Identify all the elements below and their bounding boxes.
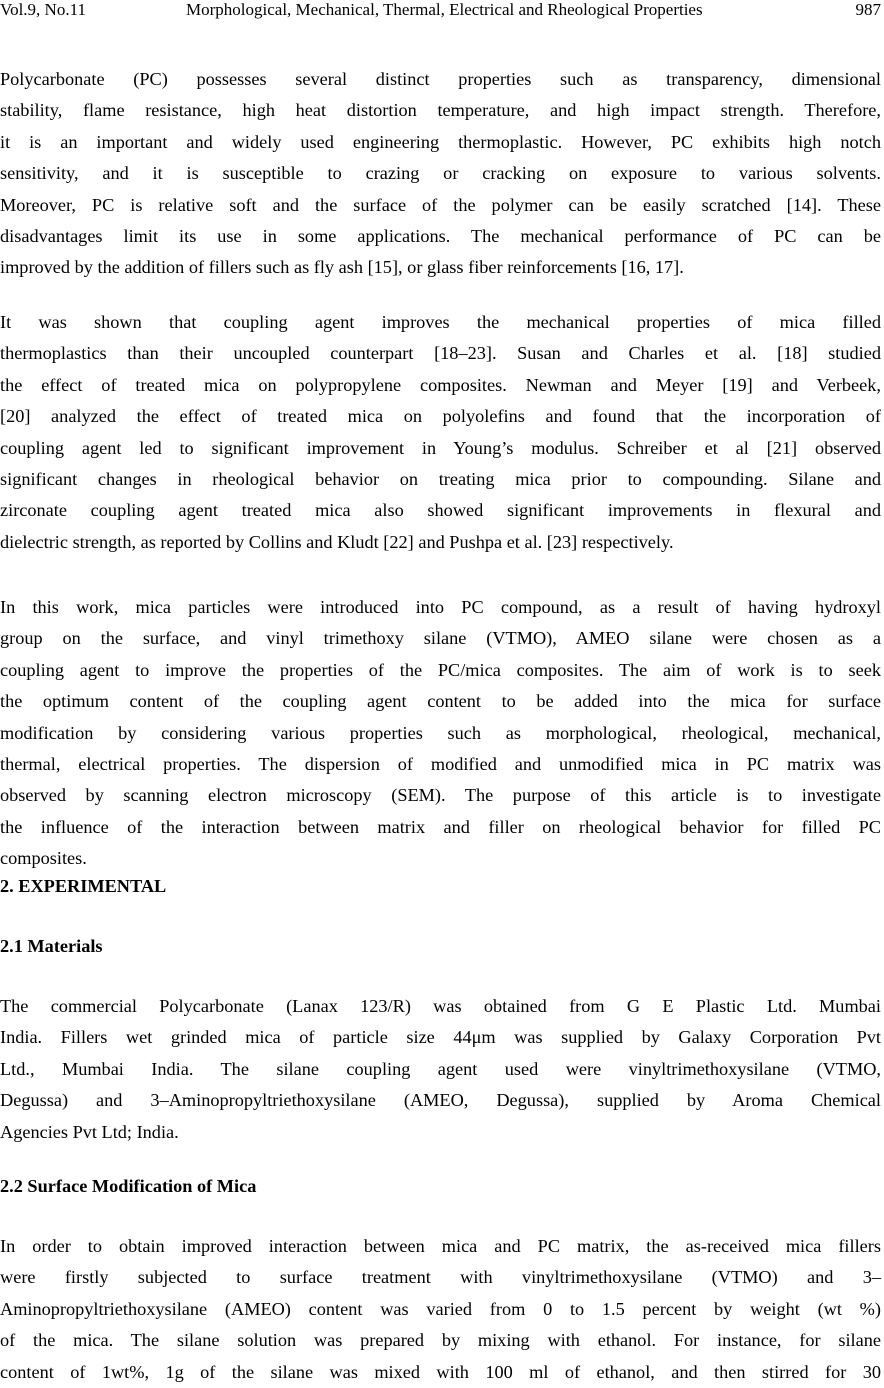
text-line: It was shown that coupling agent improves the mechanical properties of mica filled bbox=[0, 312, 881, 332]
text-line: observed by scanning electron microscopy (SEM). The purpose of this article is to investigate bbox=[0, 785, 881, 806]
text-line: In this work, mica particles were introduced into PC compound, as a result of having hydroxyl bbox=[0, 597, 881, 617]
paragraph bbox=[0, 64, 881, 284]
text-line: thermal, electrical properties. The dispersion of modified and unmodified mica in PC matrix was bbox=[0, 753, 881, 774]
text-line: In order to obtain improved interaction between mica and PC matrix, the as-received mica fillers bbox=[0, 1236, 881, 1256]
text-line: content of 1wt%, 1g of the silane was mixed with 100 ml of ethanol, and then stirred for 30 bbox=[0, 1361, 881, 1382]
text-line: Aminopropyltriethoxysilane (AMEO) content was varied from 0 to 1.5 percent by weight (wt %) bbox=[0, 1298, 881, 1319]
text-line: of the mica. The silane solution was prepared by mixing with ethanol. For instance, for silane bbox=[0, 1330, 881, 1351]
text-line: Polycarbonate (PC) possesses several distinct properties such as transparency, dimensional bbox=[0, 69, 881, 89]
text-line: modification by considering various properties such as morphological, rheological, mechanical, bbox=[0, 722, 881, 743]
text-line: disadvantages limit its use in some applications. The mechanical performance of PC can be bbox=[0, 225, 881, 246]
text-line: significant changes in rheological behavior on treating mica prior to compounding. Silane and bbox=[0, 468, 881, 489]
text-line: the influence of the interaction between matrix and filler on rheological behavior for filled PC bbox=[0, 816, 881, 837]
text-line: coupling agent led to significant improvement in Young’s modulus. Schreiber et al [21] observed bbox=[0, 437, 881, 458]
text-line: thermoplastics than their uncoupled counterpart [18–23]. Susan and Charles et al. [18] studied bbox=[0, 343, 881, 364]
running-header-title: Morphological, Mechanical, Thermal, Electrical and Rheological Properties bbox=[186, 0, 703, 19]
page-number: 987 bbox=[855, 0, 881, 19]
text-line: The commercial Polycarbonate (Lanax 123/R) was obtained from G E Plastic Ltd. Mumbai bbox=[0, 996, 881, 1016]
text-line: stability, flame resistance, high heat distortion temperature, and high impact strength. Therefore, bbox=[0, 100, 881, 121]
text-line: zirconate coupling agent treated mica also showed significant improvements in flexural and bbox=[0, 500, 881, 521]
text-line: dielectric strength, as reported by Collins and Kludt [22] and Pushpa et al. [23] respectively. bbox=[0, 531, 674, 552]
paragraph bbox=[0, 307, 881, 558]
paragraph bbox=[0, 991, 881, 1148]
text-line: 2. EXPERIMENTAL bbox=[0, 876, 167, 896]
section-heading bbox=[0, 871, 881, 902]
paragraph bbox=[0, 1231, 881, 1388]
text-line: 2.1 Materials bbox=[0, 936, 103, 956]
text-line: Degussa) and 3–Aminopropyltriethoxysilane (AMEO, Degussa), supplied by Aroma Chemical bbox=[0, 1090, 881, 1111]
running-header-volume: Vol.9, No.11 bbox=[0, 0, 86, 19]
text-line: 2.2 Surface Modification of Mica bbox=[0, 1176, 257, 1196]
text-line: coupling agent to improve the properties of the PC/mica composites. The aim of work is to seek bbox=[0, 659, 881, 680]
text-line: India. Fillers wet grinded mica of particle size 44μm was supplied by Galaxy Corporation Pvt bbox=[0, 1027, 881, 1048]
text-line: improved by the addition of fillers such as fly ash [15], or glass fiber reinforcements [16, 17]. bbox=[0, 257, 684, 278]
text-line: the effect of treated mica on polypropylene composites. Newman and Meyer [19] and Verbeek, bbox=[0, 374, 881, 395]
text-line: composites. bbox=[0, 848, 87, 869]
section-heading bbox=[0, 931, 881, 962]
text-line: sensitivity, and it is susceptible to crazing or cracking on exposure to various solvents. bbox=[0, 163, 881, 184]
text-line: it is an important and widely used engineering thermoplastic. However, PC exhibits high notch bbox=[0, 131, 881, 152]
text-line: Moreover, PC is relative soft and the surface of the polymer can be easily scratched [14]. These bbox=[0, 194, 881, 215]
text-line: were firstly subjected to surface treatment with vinyltrimethoxysilane (VTMO) and 3– bbox=[0, 1267, 881, 1288]
paragraph bbox=[0, 592, 881, 875]
text-line: Ltd., Mumbai India. The silane coupling agent used were vinyltrimethoxysilane (VTMO, bbox=[0, 1058, 881, 1079]
text-line: the optimum content of the coupling agent content to be added into the mica for surface bbox=[0, 691, 881, 712]
text-line: Agencies Pvt Ltd; India. bbox=[0, 1121, 179, 1142]
text-line: group on the surface, and vinyl trimethoxy silane (VTMO), AMEO silane were chosen as a bbox=[0, 628, 881, 649]
text-line: [20] analyzed the effect of treated mica on polyolefins and found that the incorporation of bbox=[0, 406, 881, 427]
section-heading bbox=[0, 1171, 881, 1202]
